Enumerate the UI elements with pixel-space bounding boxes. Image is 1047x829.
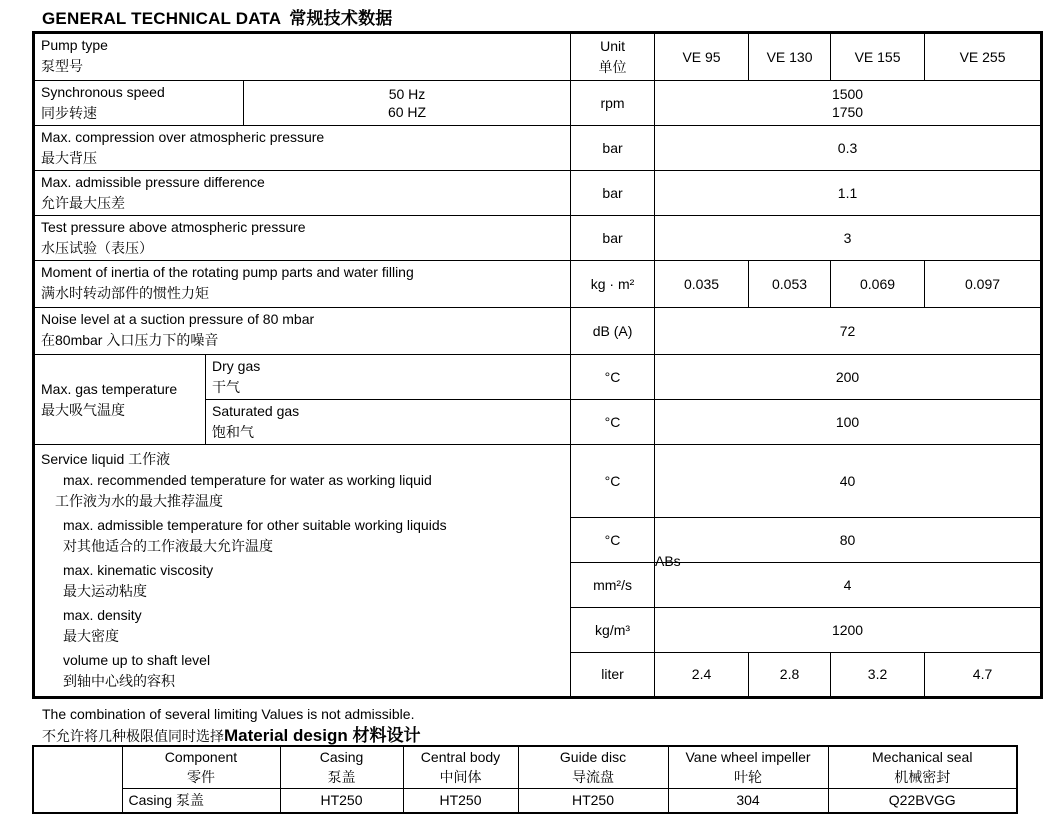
sat-gas-unit: °C	[571, 400, 655, 445]
mat-casing: HT250	[280, 788, 403, 813]
density-unit: kg/m³	[571, 608, 655, 653]
material-casing-row	[33, 788, 1017, 813]
sat-gas-label: Saturated gas 饱和气	[206, 400, 571, 445]
inertia-ve255: 0.097	[925, 261, 1042, 308]
mat-central-body: HT250	[403, 788, 518, 813]
mat-seal: Q22BVGG	[828, 788, 1017, 813]
sync-value-cell: 1500 1750	[655, 81, 1042, 126]
volume-ve155: 3.2	[831, 653, 925, 698]
viscosity-unit: mm²/s	[571, 563, 655, 608]
noise-value: 72	[655, 308, 1042, 355]
volume-ve95: 2.4	[655, 653, 749, 698]
inertia-unit: kg · m²	[571, 261, 655, 308]
dry-gas-label: Dry gas 干气	[206, 355, 571, 400]
material-blank-cell	[33, 746, 122, 813]
water-temp-value: 40	[655, 445, 1042, 518]
note-block	[42, 704, 420, 747]
inertia-ve130: 0.053	[749, 261, 831, 308]
header-row	[34, 33, 1042, 81]
page-title	[42, 4, 392, 29]
inertia-row: Moment of inertia of the rotating pump parts and water filling 满水时转动部件的惯性力矩 kg · m² 0.035 0.053 0.069 0.097	[34, 261, 1042, 308]
pump-type-cell: Pump type 泵型号	[34, 33, 571, 81]
sync-speed-row	[34, 81, 1042, 126]
other-temp-unit: °C	[571, 518, 655, 563]
gas-temp-label: Max. gas temperature 最大吸气温度	[34, 355, 206, 445]
material-design-title: Material design 材料设计	[224, 726, 421, 745]
dry-gas-unit: °C	[571, 355, 655, 400]
material-header-row	[33, 746, 1017, 788]
service-liquid-cell: Service liquid 工作液 max. recommended temperature for water as working liquid 工作液为水的最大推荐温度 max. admissible temperature for other suitable working liquids 对其他适合的工作液最大允许温度 max. kinematic viscosity 最大运动粘度 max. density 最大密度 volume up to shaft level 到轴中心线的容积	[34, 445, 571, 698]
sync-speed-label: Synchronous speed 同步转速	[34, 81, 244, 126]
model-ve255: VE 255	[925, 33, 1042, 81]
dry-gas-value: 200	[655, 355, 1042, 400]
technical-data-table	[32, 31, 1043, 699]
mat-header-casing: Casing 泵盖	[280, 746, 403, 788]
water-temp-unit: °C	[571, 445, 655, 518]
density-value: 1200	[655, 608, 1042, 653]
compression-value: 0.3	[655, 126, 1042, 171]
noise-unit: dB (A)	[571, 308, 655, 355]
mat-guide-disc: HT250	[518, 788, 668, 813]
mat-row-label: Casing 泵盖	[122, 788, 280, 813]
compression-row: Max. compression over atmospheric pressure 最大背压 bar 0.3	[34, 126, 1042, 171]
sat-gas-value: 100	[655, 400, 1042, 445]
inertia-ve95: 0.035	[655, 261, 749, 308]
note-cn: 不允许将几种极限值同时选择	[42, 728, 224, 744]
volume-ve255: 4.7	[925, 653, 1042, 698]
service-water-row	[34, 445, 1042, 518]
sync-freq-cell: 50 Hz 60 HZ	[244, 81, 571, 126]
mat-header-seal: Mechanical seal 机械密封	[828, 746, 1017, 788]
mat-header-guide-disc: Guide disc 导流盘	[518, 746, 668, 788]
mat-header-central-body: Central body 中间体	[403, 746, 518, 788]
model-ve130: VE 130	[749, 33, 831, 81]
unit-header-cell: Unit 单位	[571, 33, 655, 81]
gas-dry-row	[34, 355, 1042, 400]
mat-impeller: 304	[668, 788, 828, 813]
stray-text: ABs	[655, 553, 681, 569]
pressure-diff-value: 1.1	[655, 171, 1042, 216]
mat-header-impeller: Vane wheel impeller 叶轮	[668, 746, 828, 788]
inertia-ve155: 0.069	[831, 261, 925, 308]
viscosity-value: 4	[655, 563, 1042, 608]
model-ve95: VE 95	[655, 33, 749, 81]
other-temp-value: 80	[655, 518, 1042, 563]
note-en: The combination of several limiting Values is not admissible.	[42, 706, 415, 722]
model-ve155: VE 155	[831, 33, 925, 81]
compression-unit: bar	[571, 126, 655, 171]
pressure-diff-row: Max. admissible pressure difference 允许最大压差 bar 1.1	[34, 171, 1042, 216]
material-table	[32, 745, 1018, 814]
volume-unit: liter	[571, 653, 655, 698]
volume-ve130: 2.8	[749, 653, 831, 698]
mat-header-component: Component 零件	[122, 746, 280, 788]
pressure-diff-unit: bar	[571, 171, 655, 216]
title-cn: 常规技术数据	[289, 9, 393, 28]
sync-unit: rpm	[571, 81, 655, 126]
title-en: GENERAL TECHNICAL DATA	[42, 9, 282, 28]
noise-row: Noise level at a suction pressure of 80 mbar 在80mbar 入口压力下的噪音 dB (A) 72	[34, 308, 1042, 355]
test-pressure-row: Test pressure above atmospheric pressure 水压试验（表压） bar 3	[34, 216, 1042, 261]
test-pressure-value: 3	[655, 216, 1042, 261]
test-pressure-unit: bar	[571, 216, 655, 261]
